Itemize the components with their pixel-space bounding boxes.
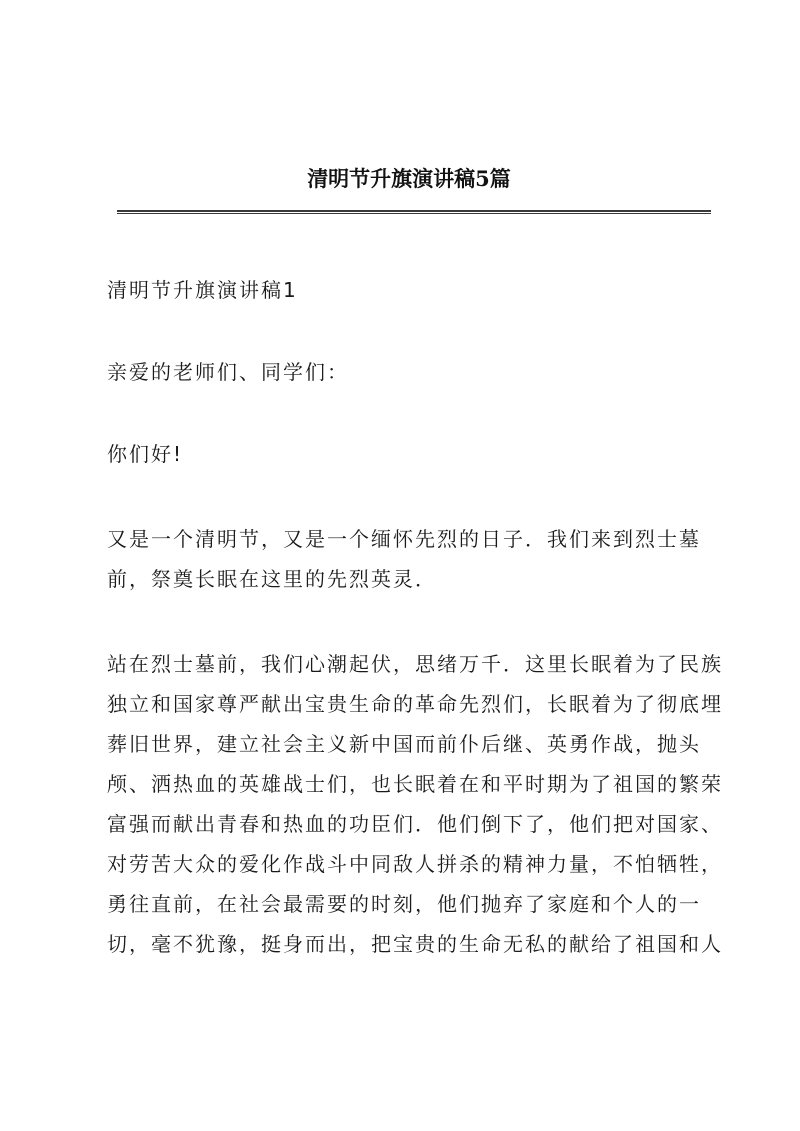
- paragraph-line: 葬旧世界，建立社会主义新中国而前仆后继、英勇作战，抛头: [107, 732, 701, 756]
- section-heading: [107, 270, 707, 310]
- paragraph-line: 切，毫不犹豫，挺身而出，把宝贵的生命无私的献给了祖国和人: [107, 932, 723, 956]
- document-title: 清明节升旗演讲稿5篇: [307, 166, 511, 191]
- paragraph-line: 前，祭奠长眠在这里的先烈英灵．: [107, 567, 437, 591]
- paragraph-2: [107, 644, 723, 964]
- paragraph-line: 对劳苦大众的爱化作战斗中同敌人拼杀的精神力量，不怕牺牲，: [107, 852, 723, 876]
- paragraph-line: 富强而献出青春和热血的功臣们．他们倒下了，他们把对国家、: [107, 812, 723, 836]
- paragraph-1: [107, 519, 707, 599]
- paragraph-line: 站在烈士墓前，我们心潮起伏，思绪万千．这里长眠着为了民族: [107, 652, 723, 676]
- section-heading-text: 清明节升旗演讲稿1: [107, 278, 298, 302]
- title-divider: [117, 210, 711, 214]
- hello-line: [107, 434, 707, 474]
- greeting: [107, 352, 707, 392]
- paragraph-line: 勇往直前，在社会最需要的时刻，他们抛弃了家庭和个人的一: [107, 892, 701, 916]
- hello-text: 你们好!: [107, 442, 184, 466]
- paragraph-line: 颅、洒热血的英雄战士们，也长眠着在和平时期为了祖国的繁荣: [107, 772, 723, 796]
- paragraph-line: 独立和国家尊严献出宝贵生命的革命先烈们，长眠着为了彻底埋: [107, 692, 723, 716]
- greeting-text: 亲爱的老师们、同学们：: [107, 360, 349, 384]
- paragraph-line: 又是一个清明节，又是一个缅怀先烈的日子．我们来到烈士墓: [107, 527, 701, 551]
